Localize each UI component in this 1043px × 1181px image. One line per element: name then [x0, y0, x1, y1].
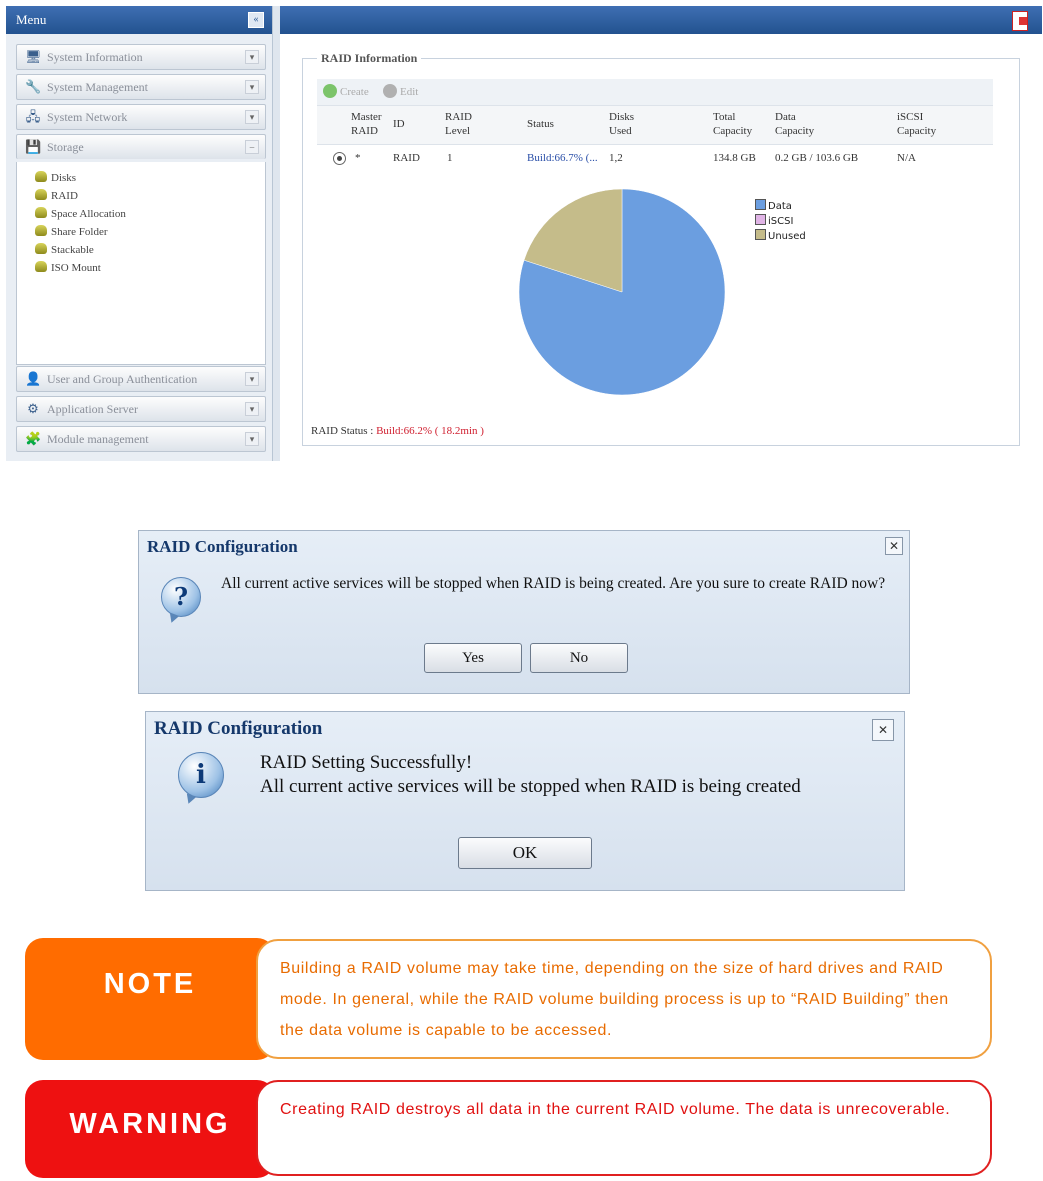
- main-content: [280, 6, 1042, 461]
- storage-submenu: [16, 162, 266, 365]
- column-header: Disks Used: [609, 111, 635, 137]
- gear-icon: ⚙: [27, 401, 39, 416]
- close-icon[interactable]: ✕: [885, 537, 903, 555]
- sidebar-item-label: System Management: [47, 80, 148, 94]
- cell-id: RAID: [393, 152, 420, 164]
- disk-icon: [35, 189, 47, 200]
- pie-chart-svg: [517, 187, 727, 397]
- capacity-pie-chart: [517, 187, 727, 402]
- warning-label: WARNING: [25, 1080, 275, 1178]
- dialog-message: All current active services will be stopped when RAID is being created: [260, 776, 801, 797]
- success-dialog: [145, 711, 905, 891]
- warning-text: Creating RAID destroys all data in the current RAID volume. The data is unrecoverable.: [256, 1080, 992, 1176]
- disk-icon: [35, 243, 47, 254]
- cell-total-capacity: 134.8 GB: [713, 152, 756, 164]
- submenu-item-disks[interactable]: Disks: [35, 170, 76, 186]
- sidebar-item-user-group-authentication[interactable]: [16, 366, 266, 392]
- confirm-dialog: [138, 530, 910, 694]
- disk-icon: [35, 207, 47, 218]
- column-header: Master RAID: [351, 111, 382, 137]
- cell-disks-used: 1,2: [609, 152, 623, 164]
- expand-icon[interactable]: ▾: [245, 432, 259, 446]
- disk-icon: [35, 225, 47, 236]
- sidebar-item-label: System Information: [47, 50, 143, 64]
- nas-web-ui-screenshot: [6, 6, 1042, 461]
- column-header: iSCSI Capacity: [897, 111, 937, 137]
- cell-data-capacity: 0.2 GB / 103.6 GB: [775, 152, 859, 164]
- raid-table-header: [317, 105, 993, 145]
- wrench-icon: 🔧: [25, 79, 42, 94]
- edit-icon: [383, 84, 397, 98]
- raid-toolbar: [317, 79, 993, 105]
- sidebar-item-storage[interactable]: [16, 134, 266, 159]
- legend-item-data: Data: [755, 199, 806, 214]
- legend-swatch: [755, 214, 766, 225]
- chart-legend: [755, 199, 806, 244]
- panel-title: RAID Information: [317, 51, 421, 66]
- dialog-title: RAID Configuration: [147, 537, 298, 556]
- expand-icon[interactable]: ▾: [245, 372, 259, 386]
- disk-icon: [35, 261, 47, 272]
- legend-item-iscsi: iSCSI: [755, 214, 806, 229]
- sidebar-item-label: Storage: [47, 140, 84, 154]
- legend-swatch: [755, 229, 766, 240]
- dialog-title: RAID Configuration: [154, 718, 323, 739]
- create-icon: [323, 84, 337, 98]
- dialog-message-title: RAID Setting Successfully!: [260, 752, 473, 773]
- network-icon: 🖧: [25, 109, 41, 124]
- raid-status-value: Build:66.2% ( 18.2min ): [376, 425, 484, 437]
- column-header: ID: [393, 118, 405, 130]
- cell-master-raid: *: [355, 152, 361, 164]
- submenu-item-iso-mount[interactable]: ISO Mount: [35, 260, 101, 276]
- sidebar-item-system-network[interactable]: [16, 104, 266, 130]
- column-header: RAID Level: [445, 111, 472, 137]
- create-button[interactable]: Create: [323, 83, 369, 101]
- submenu-item-space-allocation[interactable]: Space Allocation: [35, 206, 126, 222]
- raid-status-label: RAID Status :: [311, 425, 374, 437]
- submenu-item-stackable[interactable]: Stackable: [35, 242, 94, 258]
- sidebar-item-module-management[interactable]: [16, 426, 266, 452]
- sidebar-item-system-management[interactable]: [16, 74, 266, 100]
- legend-item-unused: Unused: [755, 229, 806, 244]
- raid-status: [311, 425, 484, 437]
- column-header: Status: [527, 118, 554, 130]
- column-header: Total Capacity: [713, 111, 753, 137]
- cell-status: Build:66.7% (...: [527, 152, 598, 164]
- row-select-radio[interactable]: [333, 152, 346, 165]
- logout-icon[interactable]: [1012, 11, 1028, 31]
- module-icon: 🧩: [25, 431, 42, 446]
- sidebar-item-label: User and Group Authentication: [47, 372, 198, 386]
- collapse-icon[interactable]: –: [245, 140, 259, 154]
- storage-icon: 💾: [25, 139, 42, 154]
- sidebar-item-label: Module management: [47, 432, 149, 446]
- expand-icon[interactable]: ▾: [245, 80, 259, 94]
- sidebar-item-application-server[interactable]: [16, 396, 266, 422]
- raid-information-panel: [302, 51, 1020, 446]
- collapse-menu-icon[interactable]: «: [248, 12, 264, 28]
- cell-raid-level: 1: [447, 152, 453, 164]
- submenu-item-raid[interactable]: RAID: [35, 188, 78, 204]
- info-icon: i: [178, 752, 224, 798]
- submenu-item-share-folder[interactable]: Share Folder: [35, 224, 108, 240]
- sidebar-menu: [6, 6, 273, 461]
- sidebar-item-label: System Network: [47, 110, 128, 124]
- note-text: Building a RAID volume may take time, depending on the size of hard drives and RAID mode. In general, while the RAID volume building process is up to “RAID Building” then the data volume is capable to be accessed.: [256, 939, 992, 1059]
- menu-title: Menu: [16, 12, 47, 27]
- legend-swatch: [755, 199, 766, 210]
- table-row[interactable]: [317, 145, 993, 171]
- sidebar-item-label: Application Server: [47, 402, 138, 416]
- monitor-icon: 🖥: [25, 49, 42, 64]
- yes-button[interactable]: Yes: [424, 643, 522, 673]
- expand-icon[interactable]: ▾: [245, 50, 259, 64]
- question-icon: ?: [161, 577, 201, 617]
- menu-header: [6, 6, 272, 34]
- user-icon: 👤: [25, 371, 42, 386]
- cell-iscsi-capacity: N/A: [897, 152, 916, 164]
- column-header: Data Capacity: [775, 111, 815, 137]
- expand-icon[interactable]: ▾: [245, 110, 259, 124]
- note-label: NOTE: [25, 938, 275, 1060]
- ok-button[interactable]: OK: [458, 837, 592, 869]
- main-header: [280, 6, 1042, 34]
- no-button[interactable]: No: [530, 643, 628, 673]
- dialog-message: All current active services will be stopped when RAID is being created. Are you sure to create RAID now?: [221, 575, 886, 592]
- disk-icon: [35, 171, 47, 182]
- sidebar-item-system-information[interactable]: [16, 44, 266, 70]
- expand-icon[interactable]: ▾: [245, 402, 259, 416]
- edit-button[interactable]: Edit: [383, 83, 418, 101]
- close-icon[interactable]: ✕: [872, 719, 894, 741]
